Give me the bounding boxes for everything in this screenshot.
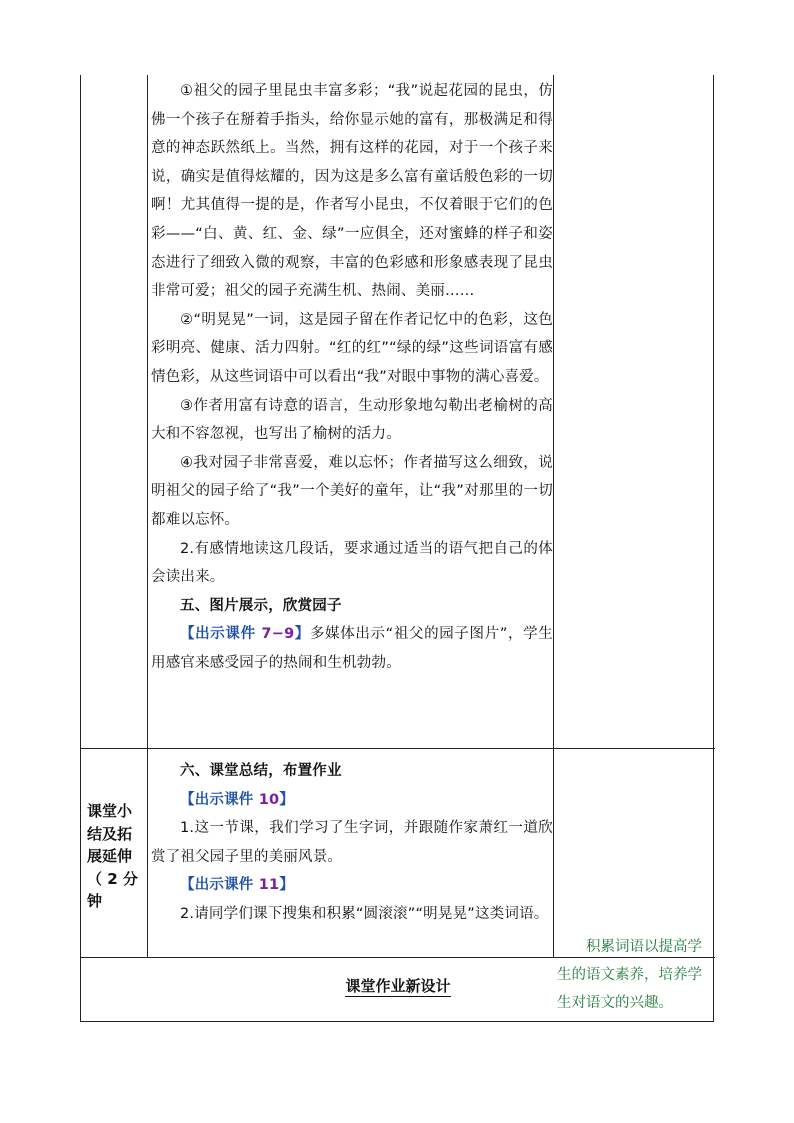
row-divider-summary: [81, 748, 715, 749]
analysis-paragraph-3: ③作者用富有诗意的语言，生动形象地勾勒出老榆树的高大和不容忽视，也写出了榆树的活力。: [151, 397, 553, 443]
courseware-tag-open: 【出示课件: [180, 626, 256, 643]
homework-design-title: [81, 975, 715, 996]
courseware-tag-close: 】: [279, 791, 295, 808]
analysis-paragraph-4: ④我对园子非常喜爱，难以忘怀；作者描写这么细致，说明祖父的园子给了“我”一个美好的童年，让“我”对那里的一切都难以忘怀。: [151, 454, 553, 528]
courseware-number: 11: [253, 877, 280, 894]
courseware-tag-open: 【出示课件: [180, 877, 254, 894]
lesson-table: [80, 75, 714, 1022]
summary-item-1: 1.这一节课，我们学习了生字词，并跟随作家萧红一道欣赏了祖父园子里的美丽风景。: [151, 820, 553, 865]
section-heading-5: 五、图片展示，欣赏园子: [180, 597, 342, 614]
courseware-11-line: [151, 871, 553, 900]
analysis-paragraph-2: ②“明晃晃”一词，这是园子留在作者记忆中的色彩，这色彩明亮、健康、活力四射。“红的红”“绿的绿”这些词语富有感情色彩，从这些词语中可以看出“我”对眼中事物的满心喜爱。: [151, 311, 553, 385]
main-content-cell: [151, 77, 553, 677]
courseware-7-9-paragraph: [151, 620, 553, 677]
courseware-tag-close: 】: [279, 877, 295, 894]
design-intent-text: 积累词语以提高学生的语文素养，培养学生对语文的兴趣。: [557, 939, 702, 1011]
column-divider-right: [553, 75, 554, 957]
column-divider-left: [147, 75, 148, 957]
homework-design-title-text: 课堂作业新设计: [345, 977, 451, 995]
courseware-number: 7−9: [255, 626, 295, 643]
summary-content-cell: [151, 757, 553, 929]
courseware-10-line: [151, 786, 553, 815]
analysis-paragraph-1: ①祖父的园子里昆虫丰富多彩；“我”说起花园的昆虫，仿佛一个孩子在掰着手指头，给你显示她的富有，那极满足和得意的神态跃然纸上。当然，拥有这样的花园，对于一个孩子来说，确实是值得炫耀的，因为这是多么富有童话般色彩的一切啊！尤其值得一提的是，作者写小昆虫，不仅着眼于它们的色彩——“白、黄、红、金、绿”一应俱全，还对蜜蜂的样子和姿态进行了细致入微的观察，丰富的色彩感和形象感表现了昆虫非常可爱；祖父的园子充满生机、热闹、美丽……: [151, 83, 553, 300]
summary-row-label: 课堂小结及拓展延伸（ 2 分钟: [87, 802, 138, 910]
reading-task: 2.有感情地读这几段话，要求通过适当的语气把自己的体会读出来。: [151, 540, 553, 586]
courseware-tag-close: 】: [294, 626, 310, 643]
section-heading-6: 六、课堂总结，布置作业: [180, 763, 342, 779]
courseware-number: 10: [253, 791, 280, 808]
courseware-tag-open: 【出示课件: [180, 791, 254, 808]
summary-item-2: 2.请同学们课下搜集和积累“圆滚滚”“明晃晃”这类词语。: [180, 905, 549, 922]
courseware-description: 多媒体出示“祖父的园子图片”，学生用感官来感受园子的热闹和生机勃勃。: [151, 626, 553, 671]
